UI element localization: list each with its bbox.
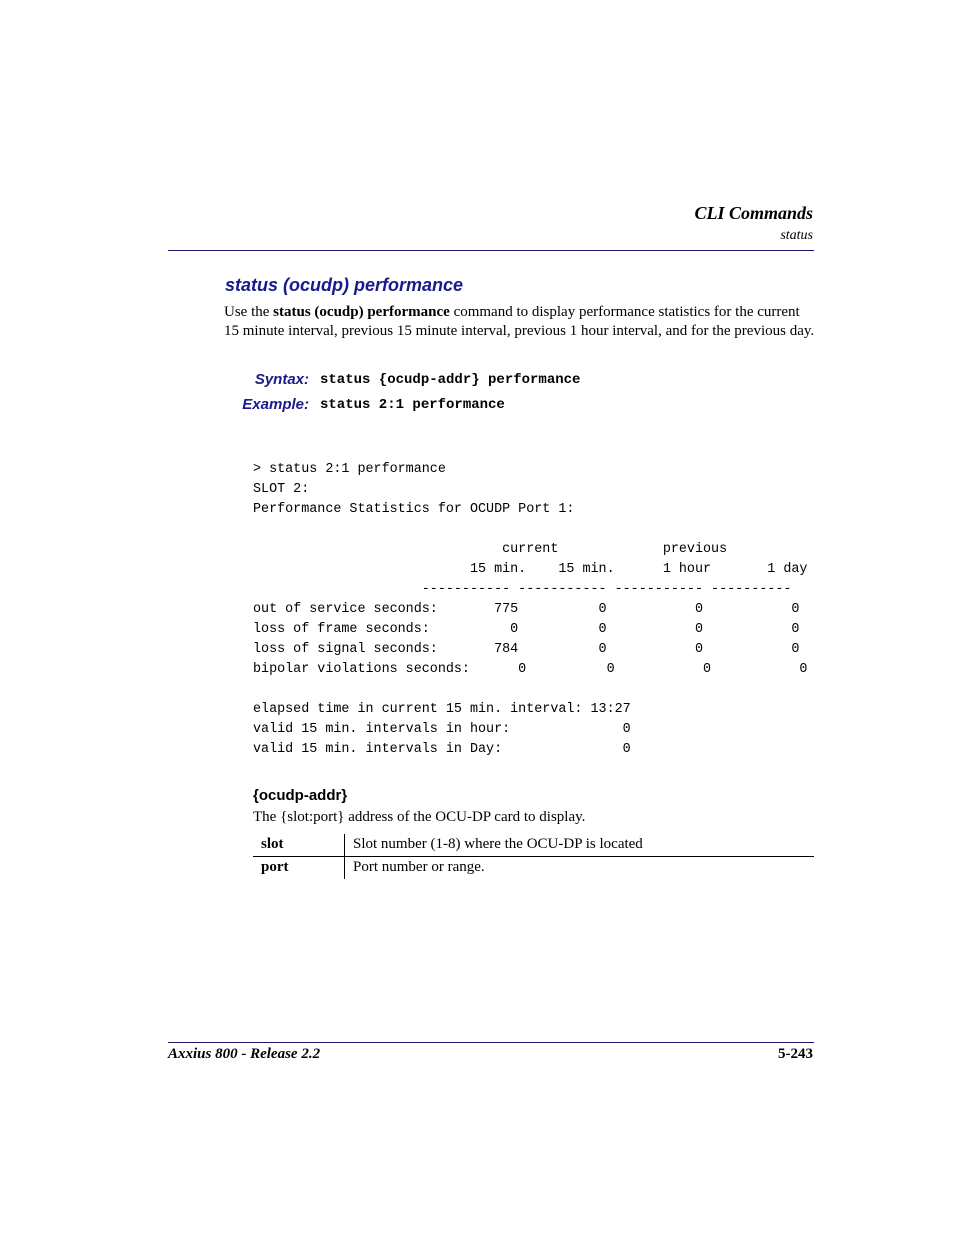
intro-paragraph — [224, 303, 816, 341]
table-row — [253, 834, 814, 857]
example-label: Example: — [242, 396, 309, 413]
param-key: port — [253, 857, 345, 880]
output-line: valid 15 min. intervals in Day: 0 — [253, 742, 631, 757]
output-line — [253, 520, 807, 540]
intro-suffix: command to display performance statistics for the current 15 minute interval, previous 15 minute interval, previous 1 hour interval, and for the previous day. — [224, 304, 815, 339]
table-row — [253, 857, 814, 880]
footer-rule — [168, 1042, 814, 1043]
output-line: bipolar violations seconds: 0 0 0 0 — [253, 662, 808, 677]
param-value: Port number or range. — [353, 859, 485, 875]
output-line: out of service seconds: 775 0 0 0 — [253, 602, 800, 617]
output-line: SLOT 2: — [253, 482, 310, 497]
parameter-table — [253, 834, 814, 879]
header-subtitle: status — [780, 228, 813, 243]
syntax-label: Syntax: — [254, 371, 309, 388]
output-line: 15 min. 15 min. 1 hour 1 day — [253, 562, 808, 577]
intro-prefix: Use the — [224, 304, 274, 320]
parameter-description: The {slot:port} address of the OCU-DP card to display. — [253, 809, 586, 825]
param-key: slot — [253, 834, 345, 857]
output-line: ----------- ----------- ----------- ---------- — [253, 582, 792, 597]
output-line: current previous — [253, 542, 728, 557]
param-value: Slot number (1-8) where the OCU-DP is located — [345, 834, 815, 857]
output-line: elapsed time in current 15 min. interval: 13:27 — [253, 702, 631, 717]
output-line: loss of signal seconds: 784 0 0 0 — [253, 642, 800, 657]
output-line: > status 2:1 performance — [253, 462, 446, 477]
output-line — [253, 680, 807, 700]
footer-product: Axxius 800 - Release 2.2 — [168, 1046, 321, 1062]
section-title: status (ocudp) performance — [225, 275, 464, 295]
header-title: CLI Commands — [694, 203, 813, 223]
intro-command: status (ocudp) performance — [273, 304, 450, 320]
syntax-command: status {ocudp-addr} performance — [320, 372, 581, 388]
header-rule — [168, 250, 814, 251]
parameter-heading: {ocudp-addr} — [253, 787, 348, 804]
output-line: loss of frame seconds: 0 0 0 0 — [253, 622, 800, 637]
output-line: valid 15 min. intervals in hour: 0 — [253, 722, 631, 737]
example-command: status 2:1 performance — [320, 397, 505, 413]
output-block — [253, 440, 807, 780]
output-line: Performance Statistics for OCUDP Port 1: — [253, 502, 575, 517]
page-number: 5-243 — [778, 1046, 813, 1062]
